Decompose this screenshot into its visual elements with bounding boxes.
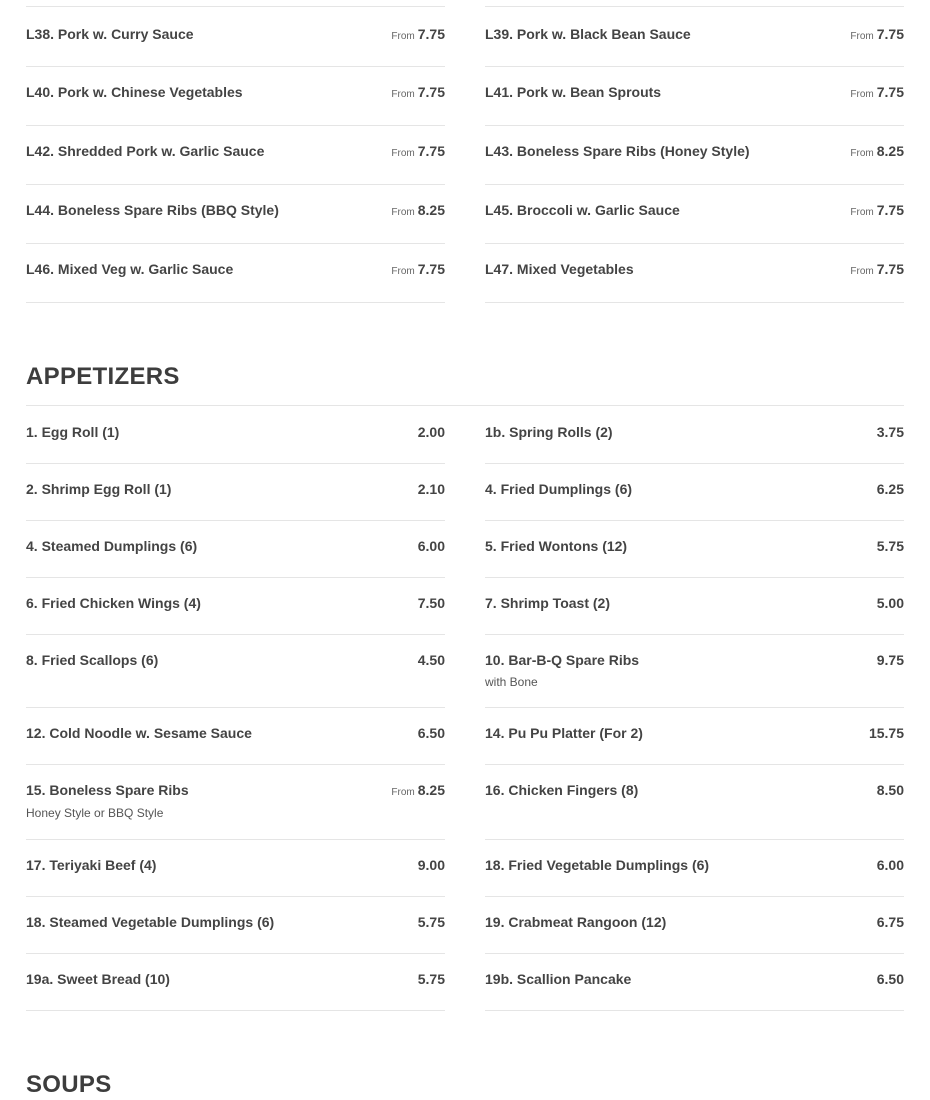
menu-item[interactable] xyxy=(485,897,904,954)
item-name: L42. Shredded Pork w. Garlic Sauce xyxy=(26,143,265,159)
price-value: 7.75 xyxy=(417,84,445,100)
item-price xyxy=(850,202,904,218)
item-name: 10. Bar-B-Q Spare Ribs xyxy=(485,652,640,668)
from-label: From xyxy=(391,207,415,218)
item-price: 6.00 xyxy=(417,538,445,554)
item-price: 7.50 xyxy=(417,595,445,611)
item-name: 19b. Scallion Pancake xyxy=(485,971,632,987)
menu-item[interactable] xyxy=(26,521,445,578)
item-price: 3.75 xyxy=(876,424,904,440)
item-name: 7. Shrimp Toast (2) xyxy=(485,595,610,611)
menu-item[interactable] xyxy=(485,185,904,244)
menu-item[interactable] xyxy=(485,840,904,897)
item-name: 4. Fried Dumplings (6) xyxy=(485,481,633,497)
price-value: 7.75 xyxy=(417,261,445,277)
from-label: From xyxy=(850,207,874,218)
from-label: From xyxy=(850,89,874,100)
item-price: 9.00 xyxy=(417,857,445,873)
item-price xyxy=(391,782,445,798)
item-price: 9.75 xyxy=(876,652,904,668)
menu-item[interactable] xyxy=(26,464,445,521)
item-name: 4. Steamed Dumplings (6) xyxy=(26,538,198,554)
item-name: L45. Broccoli w. Garlic Sauce xyxy=(485,202,680,218)
menu-item[interactable] xyxy=(26,840,445,897)
price-value: 7.75 xyxy=(876,84,904,100)
from-label: From xyxy=(391,266,415,277)
item-name: L43. Boneless Spare Ribs (Honey Style) xyxy=(485,143,750,159)
price-value: 8.25 xyxy=(417,202,445,218)
menu-item[interactable] xyxy=(26,897,445,954)
menu-item[interactable] xyxy=(485,6,904,67)
item-price xyxy=(391,202,445,218)
price-value: 8.25 xyxy=(876,143,904,159)
menu-item[interactable] xyxy=(485,635,904,708)
section-title-soups: SOUPS xyxy=(26,1071,112,1098)
item-name: 12. Cold Noodle w. Sesame Sauce xyxy=(26,725,252,741)
from-label: From xyxy=(850,31,874,42)
menu-item[interactable] xyxy=(485,765,904,840)
menu-item[interactable] xyxy=(26,954,445,1011)
menu-item[interactable] xyxy=(26,67,445,126)
menu-item[interactable] xyxy=(26,708,445,765)
item-name: 1. Egg Roll (1) xyxy=(26,424,120,440)
item-name: 8. Fried Scallops (6) xyxy=(26,652,159,668)
item-price xyxy=(391,261,445,277)
item-price xyxy=(391,143,445,159)
item-price xyxy=(391,84,445,100)
item-price xyxy=(850,143,904,159)
item-name: L39. Pork w. Black Bean Sauce xyxy=(485,26,691,42)
price-value: 7.75 xyxy=(876,202,904,218)
item-price: 6.50 xyxy=(417,725,445,741)
item-name: 19a. Sweet Bread (10) xyxy=(26,971,170,987)
item-name: L40. Pork w. Chinese Vegetables xyxy=(26,84,243,100)
item-name: L47. Mixed Vegetables xyxy=(485,261,634,277)
item-price: 6.50 xyxy=(876,971,904,987)
from-label: From xyxy=(391,787,415,798)
menu-item[interactable] xyxy=(485,578,904,635)
item-name: L44. Boneless Spare Ribs (BBQ Style) xyxy=(26,202,279,218)
from-label: From xyxy=(391,89,415,100)
from-label: From xyxy=(391,148,415,159)
menu-item[interactable] xyxy=(26,126,445,185)
menu-item[interactable] xyxy=(485,954,904,1011)
price-value: 7.75 xyxy=(417,26,445,42)
from-label: From xyxy=(391,31,415,42)
item-price: 2.00 xyxy=(417,424,445,440)
price-value: 8.25 xyxy=(417,782,445,798)
from-label: From xyxy=(850,148,874,159)
menu-item[interactable] xyxy=(485,521,904,578)
item-name: 2. Shrimp Egg Roll (1) xyxy=(26,481,172,497)
item-name: 18. Fried Vegetable Dumplings (6) xyxy=(485,857,710,873)
item-price: 6.00 xyxy=(876,857,904,873)
menu-item[interactable] xyxy=(485,406,904,464)
menu-item[interactable] xyxy=(26,406,445,464)
item-name: 18. Steamed Vegetable Dumplings (6) xyxy=(26,914,275,930)
menu-item[interactable] xyxy=(485,67,904,126)
item-name: L46. Mixed Veg w. Garlic Sauce xyxy=(26,261,234,277)
item-price: 6.25 xyxy=(876,481,904,497)
price-value: 7.75 xyxy=(876,261,904,277)
item-price: 5.00 xyxy=(876,595,904,611)
menu-item[interactable] xyxy=(26,244,445,303)
item-name: 6. Fried Chicken Wings (4) xyxy=(26,595,201,611)
menu-item[interactable] xyxy=(485,244,904,303)
item-name: L38. Pork w. Curry Sauce xyxy=(26,26,194,42)
item-name: 19. Crabmeat Rangoon (12) xyxy=(485,914,667,930)
item-price xyxy=(850,261,904,277)
item-price: 5.75 xyxy=(417,914,445,930)
item-price: 2.10 xyxy=(417,481,445,497)
menu-item[interactable] xyxy=(485,708,904,765)
item-price: 5.75 xyxy=(417,971,445,987)
item-name: 16. Chicken Fingers (8) xyxy=(485,782,639,798)
item-price: 5.75 xyxy=(876,538,904,554)
item-description: Honey Style or BBQ Style xyxy=(26,806,164,820)
price-value: 7.75 xyxy=(876,26,904,42)
item-price xyxy=(850,26,904,42)
menu-item[interactable] xyxy=(485,464,904,521)
item-name: 14. Pu Pu Platter (For 2) xyxy=(485,725,643,741)
from-label: From xyxy=(850,266,874,277)
item-price: 4.50 xyxy=(417,652,445,668)
item-price: 8.50 xyxy=(876,782,904,798)
item-name: 5. Fried Wontons (12) xyxy=(485,538,628,554)
item-price: 6.75 xyxy=(876,914,904,930)
menu-item[interactable] xyxy=(485,126,904,185)
item-price: 15.75 xyxy=(868,725,904,741)
item-price xyxy=(850,84,904,100)
menu-item[interactable] xyxy=(26,6,445,67)
menu-item[interactable] xyxy=(26,185,445,244)
item-name: 15. Boneless Spare Ribs xyxy=(26,782,189,798)
item-name: 1b. Spring Rolls (2) xyxy=(485,424,613,440)
menu-item[interactable] xyxy=(26,765,445,840)
item-description: with Bone xyxy=(485,675,538,689)
price-value: 7.75 xyxy=(417,143,445,159)
section-title-appetizers: APPETIZERS xyxy=(26,363,180,390)
item-price xyxy=(391,26,445,42)
menu-item[interactable] xyxy=(26,578,445,635)
item-name: 17. Teriyaki Beef (4) xyxy=(26,857,157,873)
item-name: L41. Pork w. Bean Sprouts xyxy=(485,84,662,100)
menu-item[interactable] xyxy=(26,635,445,708)
